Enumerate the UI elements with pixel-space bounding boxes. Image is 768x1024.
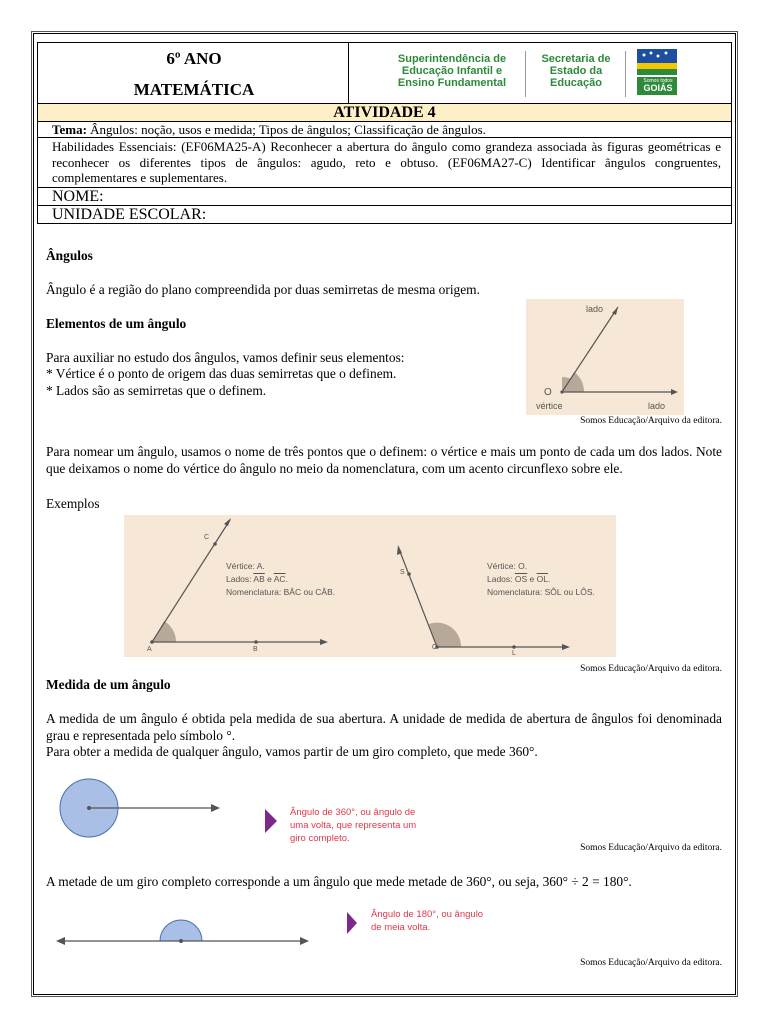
unidade-escolar-field[interactable]: UNIDADE ESCOLAR: — [37, 205, 732, 224]
logo-goias-text: GOIÁS — [643, 83, 673, 93]
logo-line: Educação Infantil e — [401, 65, 503, 77]
side-ab: $\overline{AB}$ — [253, 574, 265, 584]
paragraph-naming: Para nomear um ângulo, usamos o nome de três pontos que o definem: o vértice e mais um ponto de cada um dos lados. Note que deixamos o nome do vértice do ângulo no meio da nomenclatura, com um acento circunflexo sobre ele. — [46, 444, 722, 476]
sides-conj: e — [264, 574, 274, 584]
image-credit: Somos Educação/Arquivo da editora. — [580, 664, 722, 674]
heading-medida: Medida de um ângulo — [46, 677, 171, 692]
label-point-c: C — [204, 534, 210, 541]
label-point-a: A — [147, 646, 152, 653]
side-ac: $\overline{AC}$ — [273, 574, 286, 584]
paragraph-medida: A medida de um ângulo é obtida pela medida de sua abertura. A unidade de medida de abertura de ângulos foi denominada grau e representada pelo símbolo °. — [46, 711, 722, 743]
caret-right-icon — [346, 911, 358, 935]
tema-text: Ângulos: noção, usos e medida; Tipos de ângulos; Classificação de ângulos. — [86, 122, 486, 137]
sides-end: . — [547, 574, 551, 584]
example-2-nomenclature: Nomenclatura: SÔL ou LÔS. — [487, 587, 595, 597]
label-point-s: S — [400, 569, 405, 576]
logo-line: Educação — [550, 77, 602, 89]
logo-line: Superintendência de — [397, 53, 507, 65]
caption-line: giro completo. — [290, 833, 350, 844]
label-vertice: vértice — [536, 401, 563, 411]
sides-label: Lados: — [487, 574, 515, 584]
paragraph-giro-completo: Para obter a medida de qualquer ângulo, vamos partir de um giro completo, que mede 360°. — [46, 744, 538, 759]
subject-label: MATEMÁTICA — [133, 80, 255, 99]
sides-end: . — [285, 574, 288, 584]
tema-label: Tema: — [52, 122, 87, 137]
caption-line: uma volta, que representa um — [290, 820, 417, 831]
activity-title: ATIVIDADE 4 — [37, 103, 732, 122]
label-point-b: B — [253, 646, 258, 653]
label-lado-top: lado — [586, 304, 604, 314]
label-point-o: O — [432, 644, 438, 651]
full-turn-caption — [290, 806, 416, 845]
nome-field[interactable]: NOME: — [37, 187, 732, 206]
side-os: $\overline{OS}$ — [514, 574, 528, 584]
header-title-cell — [37, 42, 349, 104]
half-turn-diagram — [52, 914, 314, 948]
habilidades-row: Habilidades Essenciais: (EF06MA25-A) Reconhecer a abertura do ângulo como grandeza associada às figuras geométricas e reconhecer os diferentes tipos de ângulos: agudo, reto e obtuso. (EF06MA27-C) Identificar ângulos congruentes, complementares e suplementares. — [37, 137, 732, 188]
example-1-sides — [226, 573, 335, 586]
example-2-sides — [487, 573, 595, 586]
angle-elements-figure — [526, 299, 684, 415]
half-turn-caption — [371, 908, 483, 934]
example-1-nomenclature: Nomenclatura: BÂC ou CÂB. — [226, 587, 336, 597]
logo-small-text: Somos todos — [643, 78, 673, 84]
heading-angulos: Ângulos — [46, 248, 93, 263]
logo-line: Estado da — [549, 65, 603, 77]
sides-conj: e — [527, 574, 537, 584]
grade-label: 6º ANO — [166, 49, 222, 68]
superintendencia-logo — [387, 53, 517, 89]
paragraph-half-turn: A metade de um giro completo corresponde a um ângulo que mede metade de 360°, ou seja, 360° ÷ 2 = 180°. — [46, 874, 632, 889]
image-credit: Somos Educação/Arquivo da editora. — [580, 416, 722, 426]
heading-elementos: Elementos de um ângulo — [46, 316, 187, 331]
logo-line: Secretaria de — [541, 53, 611, 65]
label-lado-bottom: lado — [648, 401, 666, 411]
side-ol: $\overline{OL}$ — [536, 574, 548, 584]
caret-right-icon — [264, 808, 278, 834]
secretaria-logo — [531, 53, 621, 89]
example-2-vertex: Vértice: O. — [487, 561, 528, 571]
example-1-description — [226, 560, 335, 599]
tema-row — [37, 121, 732, 138]
paragraph-exemplos: Exemplos — [46, 496, 100, 511]
paragraph-sides: * Lados são as semirretas que o definem. — [46, 383, 267, 398]
image-credit: Somos Educação/Arquivo da editora. — [580, 843, 722, 853]
image-credit: Somos Educação/Arquivo da editora. — [580, 958, 722, 968]
logo-divider — [625, 51, 626, 97]
example-1-vertex: Vértice: A. — [226, 561, 265, 571]
paragraph-elements-intro: Para auxiliar no estudo dos ângulos, vamos definir seus elementos: — [46, 350, 405, 365]
sides-label: Lados: — [226, 574, 254, 584]
full-turn-diagram — [56, 776, 226, 844]
paragraph-definition: Ângulo é a região do plano compreendida por duas semirretas de mesma origem. — [46, 282, 480, 297]
example-2-description — [487, 560, 595, 599]
logo-line: Ensino Fundamental — [397, 77, 507, 89]
caption-line: Ângulo de 180°, ou ângulo — [371, 909, 484, 920]
label-point-l: L — [512, 650, 516, 657]
caption-line: Ângulo de 360°, ou ângulo de — [290, 807, 416, 818]
caption-line: de meia volta. — [371, 922, 431, 933]
angle-naming-figure — [124, 515, 616, 657]
logo-divider — [525, 51, 526, 97]
header-logo-cell — [348, 42, 732, 104]
paragraph-vertex: * Vértice é o ponto de origem das duas semirretas que o definem. — [46, 366, 397, 381]
label-vertex-o: O — [544, 387, 552, 398]
